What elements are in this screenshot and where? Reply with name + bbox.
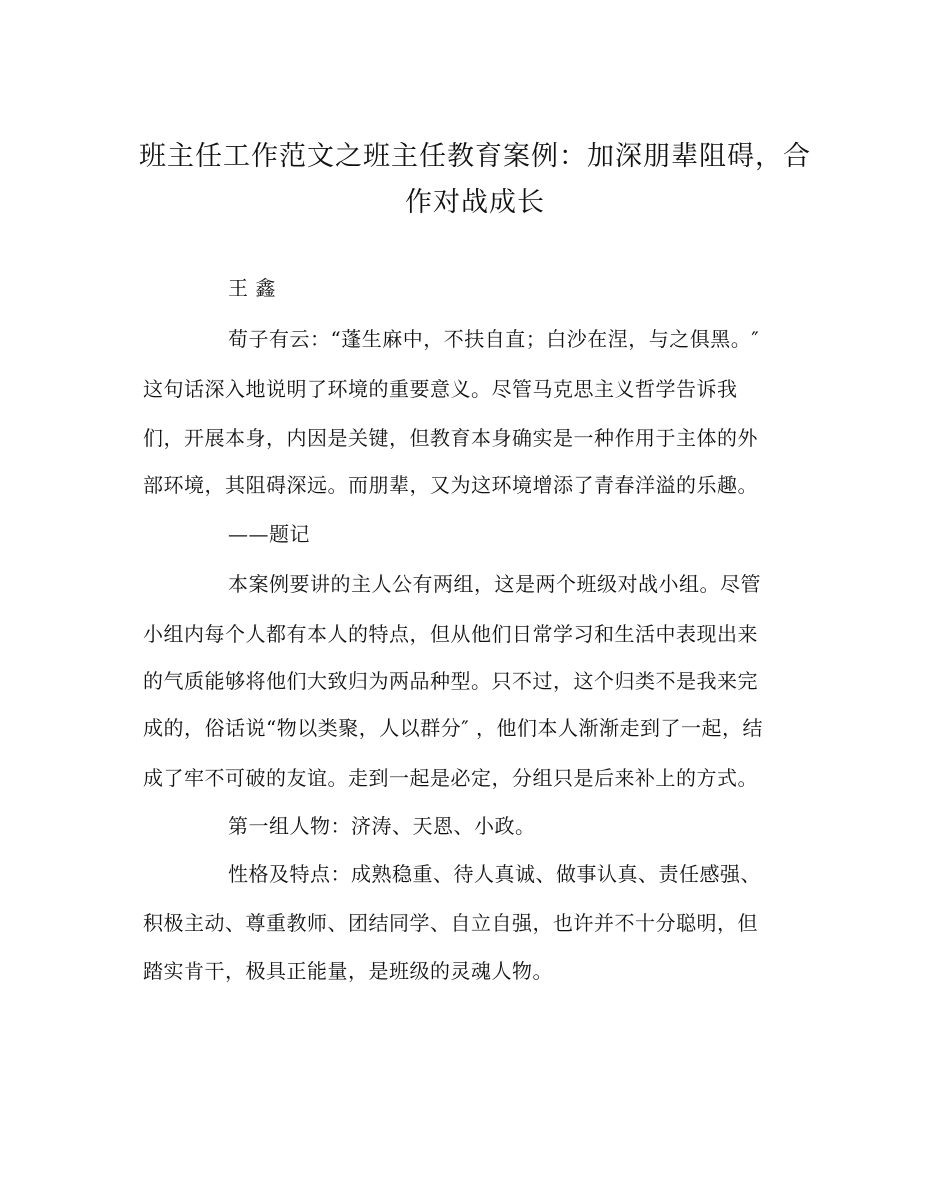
paragraph-line: 成了牢不可破的友谊。走到一起是必定，分组只是后来补上的方式。 (143, 766, 758, 790)
epigraph-attribution: ——题记 (228, 522, 310, 546)
paragraph-line: 小组内每个人都有本人的特点，但从他们日常学习和生活中表现出来 (143, 622, 758, 646)
paragraph-line: 本案例要讲的主人公有两组，这是两个班级对战小组。尽管 (228, 572, 761, 596)
document-title-line-2: 作对战成长 (405, 187, 545, 218)
author-name: 王 鑫 (228, 276, 276, 300)
paragraph-line: 性格及特点：成熟稳重、待人真诚、做事认真、责任感强、 (228, 862, 761, 886)
paragraph-line: 们，开展本身，内因是关键，但教育本身确实是一种作用于主体的外 (143, 426, 758, 450)
paragraph-line: 部环境，其阻碍深远。而朋辈，又为这环境增添了青春洋溢的乐趣。 (143, 473, 758, 497)
paragraph-line: 成的，俗话说“物以类聚，人以群分″ ，他们本人渐渐走到了一起，结 (143, 716, 764, 740)
paragraph-line: 的气质能够将他们大致归为两品种型。只不过，这个归类不是我来完 (143, 669, 758, 693)
paragraph-line: 第一组人物：济涛、天恩、小政。 (228, 814, 536, 838)
paragraph-line: 荀子有云：“蓬生麻中，不扶自直；白沙在涅，与之俱黑。″ (228, 327, 760, 351)
document-title-line-1: 班主任工作范文之班主任教育案例：加深朋辈阻碍，合 (139, 141, 811, 172)
paragraph-line: 这句话深入地说明了环境的重要意义。尽管马克思主义哲学告诉我 (143, 377, 738, 401)
paragraph-line: 踏实肯干，极具正能量，是班级的灵魂人物。 (143, 959, 553, 983)
paragraph-line: 积极主动、尊重教师、团结同学、自立自强，也许并不十分聪明，但 (143, 911, 758, 935)
